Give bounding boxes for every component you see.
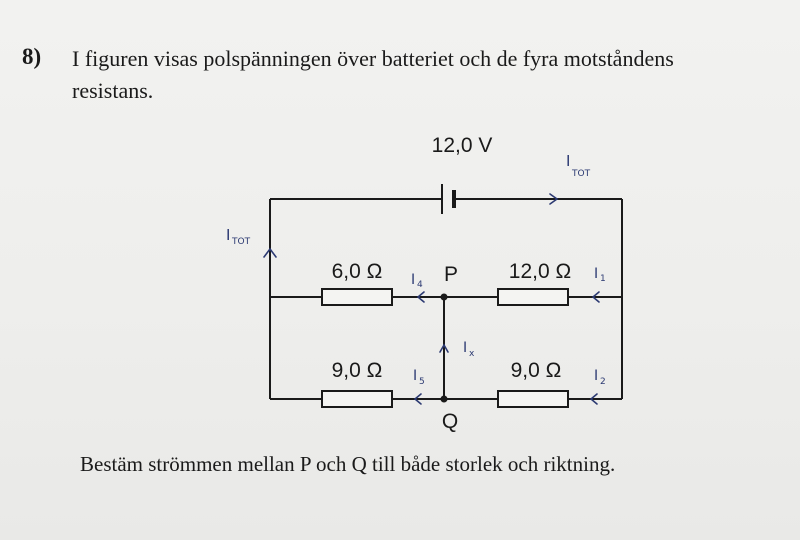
resistor-top-left — [322, 289, 392, 305]
resistor-top-left-label: 6,0 Ω — [331, 260, 383, 283]
svg-text:I: I — [413, 368, 418, 384]
question-number: 8) — [22, 44, 42, 69]
resistor-bottom-left-label: 9,0 Ω — [331, 359, 383, 382]
current-label-itot-top — [566, 152, 591, 179]
question-task: Bestäm strömmen mellan P och Q till både storlek och riktning. — [80, 452, 616, 476]
question-text-line-2: resistans. — [72, 78, 154, 103]
svg-text:I: I — [566, 152, 571, 170]
resistor-bottom-left — [322, 391, 392, 407]
svg-text:1: 1 — [600, 274, 606, 284]
svg-text:I: I — [594, 266, 599, 282]
battery-symbol — [442, 184, 454, 214]
current-label-i4 — [411, 272, 423, 290]
svg-text:TOT: TOT — [572, 169, 591, 179]
svg-text:2: 2 — [600, 377, 606, 387]
svg-text:I: I — [411, 272, 416, 288]
current-label-itot-left — [226, 226, 251, 247]
svg-text:I: I — [594, 368, 599, 384]
node-q-label: Q — [441, 410, 459, 433]
svg-text:I: I — [226, 226, 231, 244]
question-text-line-1: I figuren visas polspänningen över batteriet och de fyra motståndens — [72, 46, 674, 71]
resistor-top-right-label: 12,0 Ω — [508, 260, 572, 283]
resistor-top-right — [498, 289, 568, 305]
node-p-dot — [441, 294, 448, 301]
current-label-i2 — [594, 368, 606, 387]
svg-text:5: 5 — [419, 377, 425, 387]
battery-voltage-label: 12,0 V — [431, 134, 493, 157]
svg-text:TOT: TOT — [232, 237, 251, 247]
current-label-ix — [463, 340, 475, 359]
current-label-i5 — [413, 368, 425, 387]
node-p-label: P — [443, 263, 459, 286]
node-q-dot — [441, 396, 448, 403]
current-label-i1 — [594, 266, 606, 284]
svg-text:x: x — [469, 349, 475, 359]
resistor-bottom-right-label: 9,0 Ω — [510, 359, 562, 382]
resistor-bottom-right — [498, 391, 568, 407]
svg-text:4: 4 — [417, 280, 423, 290]
svg-text:I: I — [463, 340, 468, 356]
